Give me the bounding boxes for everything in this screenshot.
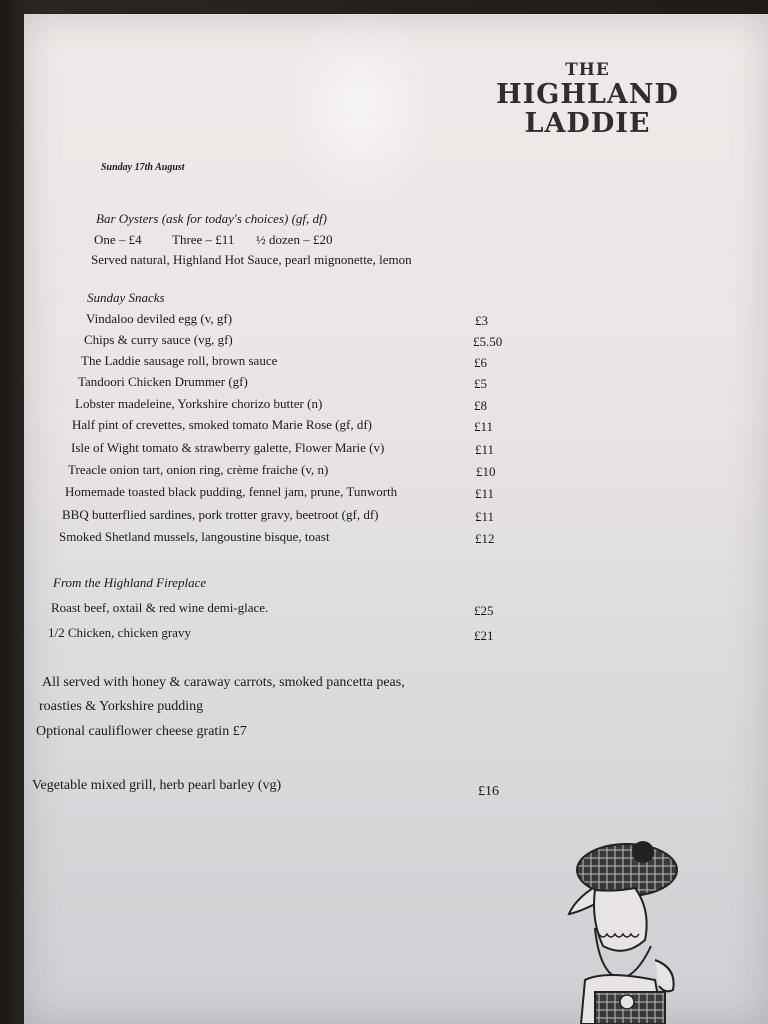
snack-item-price: £6 bbox=[474, 355, 487, 370]
snack-item-price: £3 bbox=[475, 313, 488, 328]
snack-item-name: Homemade toasted black pudding, fennel jam, prune, Tunworth bbox=[65, 484, 398, 499]
snack-item-name: BBQ butterflied sardines, pork trotter gravy, beetroot (gf, df) bbox=[62, 507, 379, 522]
served-with-line-1: All served with honey & caraway carrots, smoked pancetta peas, bbox=[42, 675, 405, 690]
menu-date: Sunday 17th August bbox=[101, 162, 185, 173]
optional-gratin: Optional cauliflower cheese gratin £7 bbox=[36, 724, 247, 739]
oysters-served: Served natural, Highland Hot Sauce, pearl mignonette, lemon bbox=[91, 252, 412, 267]
snack-item-name: Chips & curry sauce (vg, gf) bbox=[84, 332, 233, 347]
oysters-heading: Bar Oysters (ask for today's choices) (gf, df) bbox=[96, 211, 327, 226]
fireplace-heading: From the Highland Fireplace bbox=[53, 575, 207, 590]
vegetable-item-name: Vegetable mixed grill, herb pearl barley (vg) bbox=[32, 778, 282, 793]
snack-item-name: Smoked Shetland mussels, langoustine bisque, toast bbox=[59, 529, 330, 544]
logo-line-2: HIGHLAND bbox=[496, 79, 679, 110]
light-glare bbox=[280, 10, 440, 210]
oysters-three: Three – £11 bbox=[172, 232, 235, 247]
snack-item-price: £5 bbox=[474, 376, 487, 391]
snack-item-name: Tandoori Chicken Drummer (gf) bbox=[78, 374, 248, 389]
snack-item-price: £11 bbox=[474, 419, 494, 434]
oysters-half-dozen: ½ dozen – £20 bbox=[256, 232, 333, 247]
fireplace-item-price: £25 bbox=[474, 603, 494, 618]
snack-item-price: £11 bbox=[475, 442, 495, 457]
snack-item-price: £5.50 bbox=[473, 334, 503, 349]
snack-item-price: £12 bbox=[475, 531, 495, 546]
snack-item-name: Isle of Wight tomato & strawberry galette, Flower Marie (v) bbox=[71, 440, 385, 455]
fireplace-item-name: Roast beef, oxtail & red wine demi-glace. bbox=[51, 600, 269, 615]
fireplace-item-name: 1/2 Chicken, chicken gravy bbox=[48, 625, 191, 640]
logo-line-1: THE bbox=[565, 60, 610, 80]
fireplace-item-price: £21 bbox=[474, 628, 494, 643]
oysters-one: One – £4 bbox=[94, 232, 142, 247]
laddie-mascot-illustration bbox=[555, 830, 695, 1024]
logo bbox=[470, 62, 705, 137]
snack-item-price: £8 bbox=[474, 398, 487, 413]
snack-item-name: Half pint of crevettes, smoked tomato Marie Rose (gf, df) bbox=[72, 417, 372, 432]
snacks-heading: Sunday Snacks bbox=[87, 290, 165, 305]
snack-item-name: Lobster madeleine, Yorkshire chorizo butter (n) bbox=[75, 396, 323, 411]
snack-item-name: Vindaloo deviled egg (v, gf) bbox=[86, 311, 233, 326]
logo-line-3: LADDIE bbox=[524, 108, 651, 139]
snack-item-price: £11 bbox=[475, 509, 495, 524]
snack-item-name: Treacle onion tart, onion ring, crème fraiche (v, n) bbox=[68, 462, 329, 477]
snack-item-name: The Laddie sausage roll, brown sauce bbox=[81, 353, 278, 368]
served-with-line-2: roasties & Yorkshire pudding bbox=[39, 699, 204, 714]
snack-item-price: £10 bbox=[476, 464, 496, 479]
vegetable-item-price: £16 bbox=[478, 784, 499, 799]
snack-item-price: £11 bbox=[475, 486, 495, 501]
